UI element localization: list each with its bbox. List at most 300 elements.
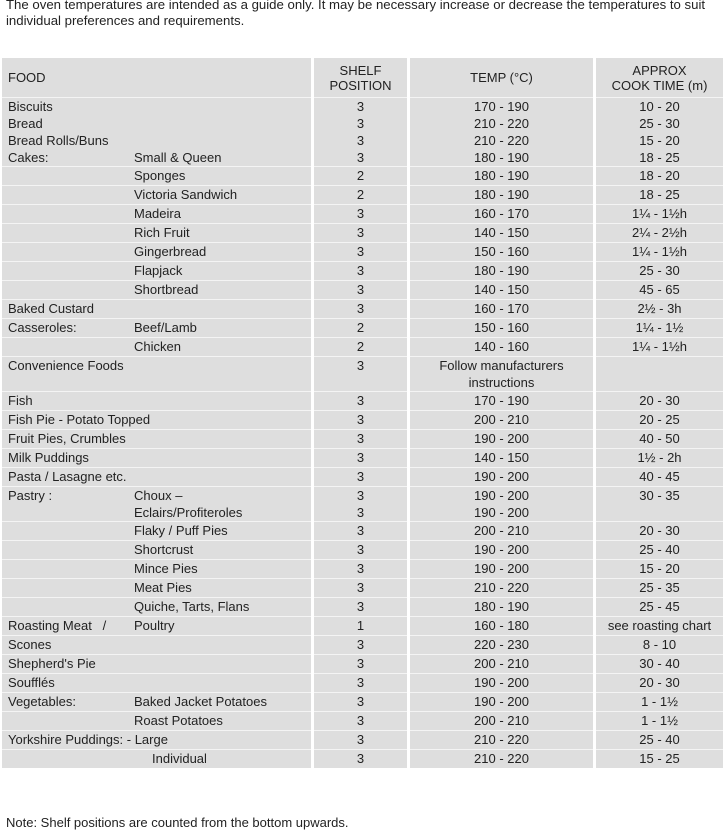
cell-temp: [410, 318, 593, 337]
cell-food: [2, 673, 311, 692]
cell-temp: [410, 185, 593, 204]
cell-temp: [410, 578, 593, 597]
cell-time: [596, 559, 723, 578]
cell-shelf-value: 3: [356, 99, 365, 114]
cell-shelf: [314, 261, 407, 280]
cell-time-value: 1 - 1½: [641, 694, 678, 709]
cell-time: [596, 185, 723, 204]
food-sub-label: Rich Fruit: [134, 225, 190, 240]
food-label: Fish Pie - Potato Topped: [8, 412, 151, 427]
cell-time: [596, 223, 723, 242]
food-sub-label: Gingerbread: [134, 244, 207, 259]
food-label: Soufflés: [8, 675, 55, 690]
cell-food: [2, 616, 311, 635]
cell-temp-value: 190 - 200: [474, 675, 529, 690]
food-line: [8, 579, 311, 596]
cell-time: [596, 654, 723, 673]
cell-shelf: [314, 749, 407, 768]
header-temp: TEMP (°C): [410, 58, 593, 97]
cell-shelf: [314, 559, 407, 578]
food-line: [8, 750, 311, 767]
cell-time-value: 1½ - 2h: [637, 450, 682, 465]
food-label: Fish: [8, 393, 33, 408]
table-row: [2, 540, 723, 559]
cell-time: [596, 337, 723, 356]
food-sub-label: Mince Pies: [134, 561, 198, 576]
food-label: Milk Puddings: [8, 450, 89, 465]
table-row: [2, 616, 723, 635]
cell-temp: [410, 410, 593, 429]
header-shelf-line2: POSITION: [329, 77, 392, 93]
cell-shelf: [314, 654, 407, 673]
cell-time: [596, 578, 723, 597]
cell-shelf-value: 1: [356, 618, 365, 633]
cell-temp-value: 160 - 180: [474, 618, 529, 633]
cell-temp: [410, 486, 593, 521]
food-line: [8, 338, 311, 355]
cell-food: [2, 429, 311, 448]
cell-shelf-value: 3: [356, 656, 365, 671]
food-label: Pasta / Lasagne etc.: [8, 469, 127, 484]
food-label: Bread Rolls/Buns: [8, 133, 109, 148]
cell-time: [596, 429, 723, 448]
cell-temp-value: 180 - 190: [474, 168, 529, 183]
cell-temp-value: 180 - 190: [474, 263, 529, 278]
food-label: Vegetables:: [8, 694, 76, 709]
cell-food: [2, 692, 311, 711]
food-line: [8, 357, 311, 374]
food-line: [8, 617, 311, 634]
table-row: [2, 467, 723, 486]
cell-shelf-value: 3: [356, 450, 365, 465]
cell-shelf-value: 3: [356, 599, 365, 614]
food-line: [8, 504, 311, 521]
cell-shelf-value: 3: [356, 150, 365, 165]
cell-time: [596, 261, 723, 280]
table-row: [2, 486, 723, 521]
food-sub-label: Small & Queen: [134, 150, 222, 165]
cell-temp: [410, 654, 593, 673]
cell-time: [596, 356, 723, 391]
cell-shelf-value: 3: [356, 561, 365, 576]
cell-temp: [410, 711, 593, 730]
cell-shelf: [314, 185, 407, 204]
cell-temp-value: 200 - 210: [474, 713, 529, 728]
food-sub-label: Victoria Sandwich: [134, 187, 238, 202]
cell-time-value: 1 - 1½: [641, 713, 678, 728]
cell-temp-value: 210 - 220: [474, 116, 529, 131]
cell-shelf-value: 3: [356, 488, 365, 503]
cell-shelf-value: 3: [356, 751, 365, 766]
cooking-table: [0, 58, 726, 768]
table-row: [2, 337, 723, 356]
cell-time-value: 18 - 20: [639, 168, 680, 183]
food-line: [8, 655, 311, 672]
food-label: Scones: [8, 637, 52, 652]
cell-shelf-value: 3: [356, 694, 365, 709]
cell-time-value: 8 - 10: [642, 637, 677, 652]
cell-shelf-value: 3: [356, 263, 365, 278]
food-label: Biscuits: [8, 99, 53, 114]
food-label: Fruit Pies, Crumbles: [8, 431, 126, 446]
cell-shelf-value: 3: [356, 116, 365, 131]
cell-shelf: [314, 540, 407, 559]
food-sub-label: Eclairs/Profiteroles: [134, 505, 243, 520]
cell-shelf: [314, 673, 407, 692]
cell-temp: [410, 521, 593, 540]
cell-temp: [410, 223, 593, 242]
cell-shelf-value: 3: [356, 431, 365, 446]
cell-shelf-value: 3: [356, 244, 365, 259]
cell-shelf: [314, 429, 407, 448]
cell-time: [596, 597, 723, 616]
cell-time-value: 18 - 25: [639, 187, 680, 202]
food-line: [8, 205, 311, 222]
cell-temp-value: 160 - 170: [474, 301, 529, 316]
food-line: [8, 300, 311, 317]
cell-temp-value: 140 - 150: [474, 282, 529, 297]
cell-shelf-value: 2: [356, 320, 365, 335]
header-shelf-line1: SHELF: [339, 62, 382, 78]
cell-food: [2, 261, 311, 280]
cell-temp-value: 190 - 200: [474, 561, 529, 576]
cell-time-value: 40 - 45: [639, 469, 680, 484]
cell-time-value: 20 - 30: [639, 393, 680, 408]
food-label: Bread: [8, 116, 43, 131]
cell-food: [2, 597, 311, 616]
food-line: [8, 468, 311, 485]
cell-shelf-value: 3: [356, 675, 365, 690]
cell-temp-value: Follow manufacturers: [439, 358, 564, 373]
table-row: [2, 635, 723, 654]
food-line: [8, 674, 311, 691]
food-line: [8, 541, 311, 558]
cell-temp: [410, 730, 593, 749]
cell-shelf: [314, 578, 407, 597]
cell-food: [2, 223, 311, 242]
cell-temp-value: 190 - 200: [474, 488, 529, 503]
cell-temp-value: 210 - 220: [474, 751, 529, 766]
header-time-line2: COOK TIME (m): [611, 77, 708, 93]
food-label: Roasting Meat /: [8, 618, 107, 633]
cell-shelf-value: 3: [356, 523, 365, 538]
cell-temp-value: 170 - 190: [474, 99, 529, 114]
table-row: [2, 597, 723, 616]
cell-shelf-value: 3: [356, 225, 365, 240]
cell-shelf-value: 3: [356, 133, 365, 148]
food-line: [8, 598, 311, 615]
table-row: [2, 97, 723, 166]
food-line: [8, 243, 311, 260]
cell-time-value: 15 - 25: [639, 751, 680, 766]
cell-time-value: [596, 504, 723, 521]
food-line: [8, 115, 311, 132]
table-row: [2, 654, 723, 673]
table-row: [2, 730, 723, 749]
cell-shelf-value: 2: [356, 168, 365, 183]
cell-time-value: 25 - 30: [639, 263, 680, 278]
cell-time: [596, 616, 723, 635]
cell-shelf-value: 2: [356, 339, 365, 354]
food-sub-label: Shortcrust: [134, 542, 194, 557]
cell-food: [2, 391, 311, 410]
cell-time-value: see roasting chart: [607, 618, 712, 633]
table-row: [2, 692, 723, 711]
cell-shelf-value: 3: [356, 713, 365, 728]
cell-food: [2, 337, 311, 356]
cell-food: [2, 242, 311, 261]
cell-food: [2, 166, 311, 185]
table-row: [2, 391, 723, 410]
cell-food: [2, 97, 311, 166]
cell-time-value: 1¼ - 1½h: [632, 339, 687, 354]
cell-food: [2, 635, 311, 654]
cell-time: [596, 692, 723, 711]
cell-temp: [410, 166, 593, 185]
table-row: [2, 280, 723, 299]
food-label: Pastry :: [8, 488, 53, 503]
cell-shelf: [314, 166, 407, 185]
cell-shelf: [314, 280, 407, 299]
cell-time: [596, 242, 723, 261]
cell-time: [596, 635, 723, 654]
cell-shelf-value: 3: [356, 542, 365, 557]
cell-shelf: [314, 318, 407, 337]
table-row: [2, 185, 723, 204]
cell-time: [596, 299, 723, 318]
table-row: [2, 521, 723, 540]
table-row: [2, 559, 723, 578]
cell-shelf: [314, 410, 407, 429]
food-line: [8, 98, 311, 115]
cell-shelf-value: 3: [356, 393, 365, 408]
food-line: [8, 449, 311, 466]
cell-temp-value: instructions: [468, 375, 535, 390]
cell-food: [2, 749, 311, 768]
table-header-row: [2, 58, 723, 97]
cell-temp: [410, 337, 593, 356]
cell-temp-value: 190 - 200: [474, 694, 529, 709]
cell-temp-value: 200 - 210: [474, 656, 529, 671]
cell-time: [596, 486, 723, 521]
cell-shelf-value: 2: [356, 187, 365, 202]
cell-temp-value: 170 - 190: [474, 393, 529, 408]
cell-time-value: 25 - 35: [639, 580, 680, 595]
cell-time-value: [596, 357, 723, 374]
table-row: [2, 673, 723, 692]
cell-time: [596, 749, 723, 768]
cell-temp-value: 200 - 210: [474, 523, 529, 538]
food-label: Casseroles:: [8, 320, 77, 335]
cell-shelf: [314, 486, 407, 521]
cell-time: [596, 673, 723, 692]
cell-temp-value: 150 - 160: [474, 244, 529, 259]
cell-temp: [410, 391, 593, 410]
cell-temp-value: 190 - 200: [474, 431, 529, 446]
food-line: [8, 281, 311, 298]
food-sub-label: Quiche, Tarts, Flans: [134, 599, 250, 614]
cell-time-value: 25 - 40: [639, 732, 680, 747]
cell-food: [2, 410, 311, 429]
cell-time-value: 20 - 30: [639, 675, 680, 690]
food-line: [8, 167, 311, 184]
food-label: Convenience Foods: [8, 358, 124, 373]
cell-temp: [410, 356, 593, 391]
table-row: [2, 749, 723, 768]
food-sub-label: Poultry: [134, 618, 175, 633]
cell-food: [2, 299, 311, 318]
food-sub-label: Individual: [152, 751, 207, 766]
footnote: Note: Shelf positions are counted from the bottom upwards.: [6, 815, 349, 830]
cell-time: [596, 318, 723, 337]
cell-temp-value: 190 - 200: [474, 542, 529, 557]
food-line: [8, 224, 311, 241]
cell-time-value: 2½ - 3h: [637, 301, 682, 316]
cell-food: [2, 467, 311, 486]
cell-temp-value: 180 - 190: [474, 599, 529, 614]
cell-food: [2, 521, 311, 540]
cell-food: [2, 540, 311, 559]
cell-shelf: [314, 467, 407, 486]
cell-temp: [410, 242, 593, 261]
cell-time: [596, 540, 723, 559]
food-sub-label: Chicken: [134, 339, 181, 354]
header-shelf: [314, 58, 407, 97]
cell-time: [596, 391, 723, 410]
cell-shelf: [314, 616, 407, 635]
cell-food: [2, 185, 311, 204]
table-row: [2, 410, 723, 429]
cell-food: [2, 204, 311, 223]
cell-shelf: [314, 692, 407, 711]
cell-shelf: [314, 97, 407, 166]
food-line: [8, 522, 311, 539]
cell-temp-value: 140 - 160: [474, 339, 529, 354]
cell-temp-value: 190 - 200: [474, 469, 529, 484]
cell-food: [2, 654, 311, 673]
cell-shelf: [314, 597, 407, 616]
cell-shelf: [314, 223, 407, 242]
cell-shelf: [314, 635, 407, 654]
cell-temp: [410, 673, 593, 692]
cell-time-value: 20 - 25: [639, 412, 680, 427]
table-row: [2, 223, 723, 242]
food-label: Baked Custard: [8, 301, 94, 316]
intro-text: The oven temperatures are intended as a guide only. It may be necessary increase or decrease the temperatures to suit individual preferences and requirements.: [6, 0, 706, 28]
cell-food: [2, 448, 311, 467]
cell-food: [2, 356, 311, 391]
cell-shelf-value: 3: [356, 637, 365, 652]
cell-shelf: [314, 356, 407, 391]
food-sub-label: Shortbread: [134, 282, 199, 297]
table-row: [2, 242, 723, 261]
cell-temp: [410, 749, 593, 768]
cell-temp: [410, 448, 593, 467]
cell-time-value: 1¼ - 1½h: [632, 244, 687, 259]
cell-time-value: 25 - 30: [639, 116, 680, 131]
cell-temp-value: 220 - 230: [474, 637, 529, 652]
cell-temp-value: 140 - 150: [474, 225, 529, 240]
cell-shelf-value: 3: [356, 412, 365, 427]
food-sub-label: Baked Jacket Potatoes: [134, 694, 267, 709]
cell-temp-value: 210 - 220: [474, 732, 529, 747]
cell-temp: [410, 97, 593, 166]
table-row: [2, 166, 723, 185]
cell-shelf-value: 3: [356, 282, 365, 297]
cell-shelf-value: 3: [356, 358, 365, 373]
cell-time-value: 30 - 40: [639, 656, 680, 671]
cell-temp-value: 180 - 190: [474, 150, 529, 165]
cell-temp-value: 140 - 150: [474, 450, 529, 465]
cell-time-value: 20 - 30: [639, 523, 680, 538]
food-line: [8, 560, 311, 577]
cell-time-value: 40 - 50: [639, 431, 680, 446]
food-line: [8, 430, 311, 447]
food-line: [8, 262, 311, 279]
cell-food: [2, 711, 311, 730]
food-line: [8, 132, 311, 149]
cell-shelf: [314, 391, 407, 410]
food-line: [8, 392, 311, 409]
cell-food: [2, 318, 311, 337]
cell-shelf: [314, 299, 407, 318]
header-time-line1: APPROX: [632, 62, 687, 78]
header-time: [596, 58, 723, 97]
cell-temp: [410, 559, 593, 578]
cell-shelf: [314, 730, 407, 749]
cell-temp: [410, 635, 593, 654]
food-line: [8, 636, 311, 653]
cell-temp-value: 150 - 160: [474, 320, 529, 335]
food-line: [8, 149, 311, 166]
cell-time-value: 2¼ - 2½h: [632, 225, 687, 240]
cell-time-value: 25 - 45: [639, 599, 680, 614]
cell-time: [596, 280, 723, 299]
cell-shelf: [314, 204, 407, 223]
cell-time: [596, 166, 723, 185]
cell-time: [596, 730, 723, 749]
cell-shelf: [314, 242, 407, 261]
cell-time: [596, 448, 723, 467]
cell-time-value: 15 - 20: [639, 561, 680, 576]
food-line: [8, 693, 311, 710]
cell-time-value: 25 - 40: [639, 542, 680, 557]
table-row: [2, 578, 723, 597]
cell-temp-value: 210 - 220: [474, 580, 529, 595]
cell-temp: [410, 280, 593, 299]
cell-shelf-value: 3: [356, 206, 365, 221]
cell-shelf-value: 3: [356, 732, 365, 747]
cell-time-value: 15 - 20: [639, 133, 680, 148]
cell-temp-value: 160 - 170: [474, 206, 529, 221]
cell-time-value: 1¼ - 1½h: [632, 206, 687, 221]
cell-food: [2, 730, 311, 749]
cell-shelf: [314, 521, 407, 540]
cell-time-value: 18 - 25: [639, 150, 680, 165]
cell-food: [2, 559, 311, 578]
cell-time: [596, 521, 723, 540]
cell-food: [2, 280, 311, 299]
cell-shelf: [314, 711, 407, 730]
cell-temp: [410, 616, 593, 635]
food-sub-label: Flapjack: [134, 263, 183, 278]
cell-shelf: [314, 448, 407, 467]
cell-time-value: 1¼ - 1½: [635, 320, 684, 335]
cell-time: [596, 204, 723, 223]
food-sub-label: Beef/Lamb: [134, 320, 197, 335]
cell-temp: [410, 540, 593, 559]
food-line: [8, 186, 311, 203]
